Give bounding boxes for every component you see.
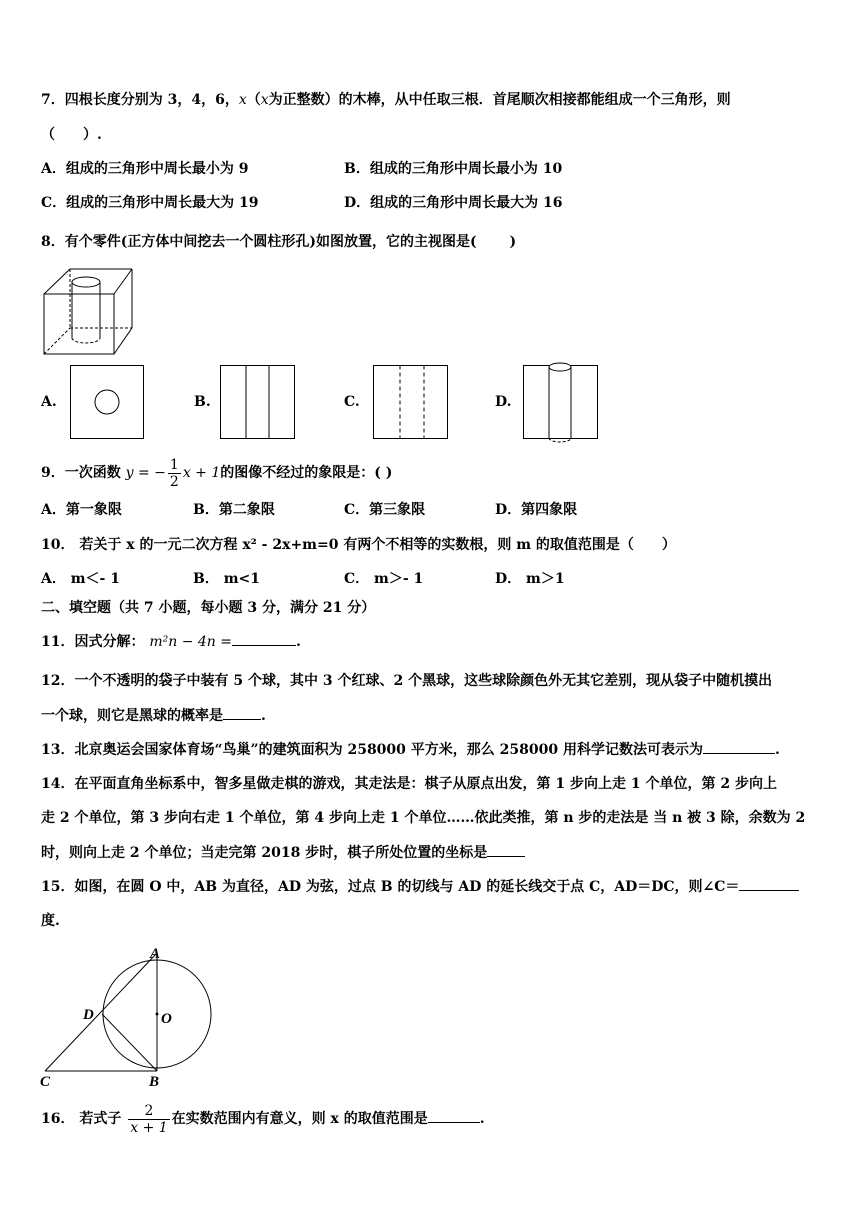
q10-option-b: B． m<1 [193, 571, 260, 587]
q11-expression: m²n − 4n = [149, 634, 232, 650]
q15-point-a-label: A [150, 946, 161, 962]
q15-point-c-label: C [40, 1074, 51, 1090]
q13-stem-text: 13．北京奥运会国家体育场“鸟巢”的建筑面积为 258000 平方米，那么 258000 用科学记数法可表示为 [41, 742, 703, 758]
q7-option-d: D．组成的三角形中周长最大为 16 [344, 195, 563, 211]
q9-option-a: A．第一象限 [41, 502, 122, 518]
q7-paren: （ ）. [41, 127, 102, 143]
q12-period: . [261, 708, 266, 724]
q15-point-d-label: D [83, 1007, 94, 1023]
q8-option-b-label: B. [194, 394, 211, 410]
q16-fraction [128, 1103, 169, 1136]
q9-equation-rhs: x + 1 [182, 465, 221, 481]
q14-line-3-text: 时，则向上走 2 个单位；当走完第 2018 步时，棋子所处位置的坐标是 [41, 845, 488, 861]
q16-answer-blank[interactable] [428, 1110, 480, 1123]
q7-option-c: C．组成的三角形中周长最大为 19 [41, 195, 259, 211]
q14-line-2: 走 2 个单位，第 3 步向右走 1 个单位，第 4 步向上走 1 个单位……依此类推，第 n 步的走法是 当 n 被 3 除，余数为 2 [41, 810, 806, 826]
q9-fraction-numerator: 1 [169, 456, 179, 473]
q7-option-b: B．组成的三角形中周长最小为 10 [344, 161, 563, 177]
q13-stem [41, 741, 780, 759]
q10-option-c: C． m＞- 1 [344, 571, 424, 587]
q8-stem: 8．有个零件(正方体中间挖去一个圆柱形孔)如图放置，它的主视图是( ) [41, 234, 517, 250]
q11-stem-text: 11．因式分解： [41, 634, 145, 650]
q16-stem-part-a: 16． 若式子 [41, 1111, 122, 1127]
q11-stem [41, 633, 301, 651]
q8-option-c-label: C. [344, 394, 360, 410]
q9-option-c: C．第三象限 [344, 502, 426, 518]
q8-option-b-figure [220, 365, 296, 440]
q15-answer-blank[interactable] [739, 878, 799, 891]
q14-line-1: 14．在平面直角坐标系中，智多星做走棋的游戏，其走法是：棋子从原点出发，第 1 步向上走 1 个单位，第 2 步向上 [41, 776, 777, 792]
section-2-heading: 二、填空题（共 7 小题，每小题 3 分，满分 21 分） [41, 600, 376, 616]
q8-cube-figure [40, 266, 140, 358]
q7-stem-part-c: 为正整数）的木棒，从中任取三根．首尾顺次相接都能组成一个三角形，则 [268, 92, 731, 108]
q9-equation-lhs: y = − [125, 465, 166, 481]
q12-line-2-text: 一个球，则它是黑球的概率是 [41, 708, 223, 724]
q7-var-x-2: x [260, 92, 269, 108]
q7-option-a: A．组成的三角形中周长最小为 9 [41, 161, 249, 177]
q12-answer-blank[interactable] [223, 707, 261, 720]
q8-option-d-label: D. [495, 394, 512, 410]
q15-line-1 [41, 878, 799, 896]
q15-line-1-text: 15．如图，在圆 O 中，AB 为直径，AD 为弦，过点 B 的切线与 AD 的延长线交于点 C，AD＝DC，则∠C＝ [41, 879, 740, 895]
q16-fraction-numerator: 2 [128, 1103, 169, 1120]
q9-option-d: D．第四象限 [495, 502, 578, 518]
q15-point-b-label: B [149, 1074, 160, 1090]
q11-answer-blank[interactable] [232, 633, 296, 646]
q12-line-1: 12．一个不透明的袋子中装有 5 个球，其中 3 个红球、2 个黑球，这些球除颜色外无其它差别，现从袋子中随机摸出 [41, 673, 773, 689]
q7-stem-part-b: （ [246, 92, 261, 108]
q7-var-x: x [238, 92, 247, 108]
q9-stem-part-a: 9．一次函数 [41, 465, 121, 481]
q13-answer-blank[interactable] [703, 741, 775, 754]
q8-option-a-figure [70, 365, 146, 440]
q15-point-o-label: O [161, 1011, 172, 1027]
q9-fraction [168, 457, 181, 490]
q8-option-d-figure [523, 362, 599, 442]
q14-line-3 [41, 844, 525, 862]
q16-fraction-denominator: x + 1 [130, 1119, 168, 1136]
q9-option-b: B．第二象限 [193, 502, 275, 518]
q12-line-2 [41, 707, 266, 725]
q8-option-c-figure [373, 365, 449, 440]
q16-period: . [479, 1111, 485, 1127]
q15-line-2: 度. [41, 913, 60, 929]
q16-stem [41, 1099, 485, 1139]
q11-period: . [296, 634, 301, 650]
q10-stem: 10． 若关于 x 的一元二次方程 x² - 2x+m=0 有两个不相等的实数根，则 m 的取值范围是（ ） [41, 537, 676, 553]
q9-fraction-denominator: 2 [169, 473, 179, 490]
q8-option-a-label: A. [41, 394, 57, 410]
q7-stem [41, 91, 731, 109]
q14-answer-blank[interactable] [487, 844, 525, 857]
q15-circle-figure [36, 940, 226, 1090]
q13-period: . [774, 742, 780, 758]
q16-stem-part-b: 在实数范围内有意义，则 x 的取值范围是 [171, 1111, 428, 1127]
q9-stem [41, 453, 392, 493]
q7-stem-part-a: 7．四根长度分别为 3，4，6， [41, 92, 239, 108]
q10-option-a: A． m＜- 1 [41, 571, 120, 587]
q9-stem-part-b: 的图像不经过的象限是：( ) [220, 465, 393, 481]
q10-option-d: D． m＞1 [495, 571, 565, 587]
